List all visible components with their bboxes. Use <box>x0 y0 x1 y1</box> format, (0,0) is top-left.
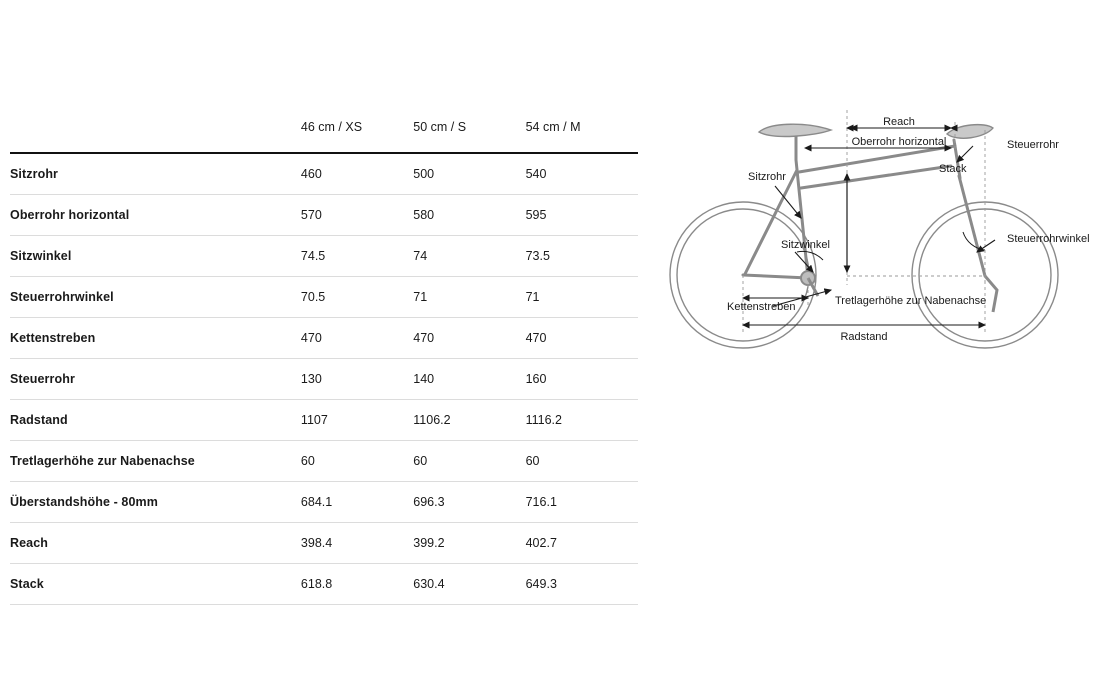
handlebar-icon <box>947 125 993 139</box>
cell-m: 60 <box>525 454 540 468</box>
row-label: Oberrohr horizontal <box>10 208 130 222</box>
label-reach: Reach <box>883 116 915 128</box>
label-tretlagerhoehe: Tretlagerhöhe zur Nabenachse <box>835 295 987 307</box>
cell-xs: 74.5 <box>300 249 326 263</box>
cell-m: 73.5 <box>525 249 550 263</box>
row-label: Radstand <box>10 413 68 427</box>
bike-geometry-diagram <box>655 100 1115 375</box>
cell-s: 470 <box>413 331 435 345</box>
table-row <box>10 318 638 359</box>
table-row <box>10 359 638 400</box>
cell-xs: 130 <box>300 372 322 386</box>
label-radstand: Radstand <box>840 331 888 343</box>
table-body <box>10 153 638 605</box>
table-row <box>10 153 638 195</box>
cell-m: 716.1 <box>525 495 557 509</box>
table-row <box>10 441 638 482</box>
geometry-table <box>10 108 638 605</box>
geometry-table-container <box>10 108 638 605</box>
column-header-size-s: 50 cm / S <box>413 120 467 134</box>
fork-lower-icon <box>985 276 997 312</box>
cell-s: 74 <box>413 249 428 263</box>
cell-m: 402.7 <box>525 536 557 550</box>
table-row <box>10 564 638 605</box>
label-steuerrohr: Steuerrohr <box>1007 139 1059 151</box>
column-header-size-m: 54 cm / M <box>525 120 581 134</box>
frame-outline-icon <box>743 140 985 285</box>
label-kettenstreben: Kettenstreben <box>727 301 796 313</box>
cell-s: 500 <box>413 167 435 181</box>
label-oberrohr-horizontal: Oberrohr horizontal <box>851 136 947 148</box>
cell-xs: 618.8 <box>300 577 333 591</box>
cell-xs: 460 <box>300 167 322 181</box>
cell-s: 71 <box>413 290 428 304</box>
cell-s: 399.2 <box>413 536 445 550</box>
table-row <box>10 236 638 277</box>
cell-s: 60 <box>413 454 428 468</box>
cell-xs: 1107 <box>300 413 328 427</box>
seatangle-leader <box>795 252 813 272</box>
label-stack: Stack <box>939 163 967 175</box>
row-label: Steuerrohr <box>10 372 75 386</box>
headangle-leader <box>977 240 995 252</box>
row-label: Kettenstreben <box>10 331 96 345</box>
cell-xs: 684.1 <box>300 495 333 509</box>
table-row <box>10 195 638 236</box>
table-row <box>10 482 638 523</box>
row-label: Sitzrohr <box>10 167 59 181</box>
cell-xs: 570 <box>300 208 322 222</box>
label-steuerrohrwinkel: Steuerrohrwinkel <box>1007 233 1090 245</box>
row-label: Sitzwinkel <box>10 249 72 263</box>
row-label: Stack <box>10 577 44 591</box>
label-sitzrohr: Sitzrohr <box>748 171 786 183</box>
cell-s: 630.4 <box>413 577 445 591</box>
column-header-size-xs: 46 cm / XS <box>300 120 363 134</box>
label-sitzwinkel: Sitzwinkel <box>781 239 830 251</box>
cell-s: 696.3 <box>413 495 445 509</box>
cell-m: 540 <box>525 167 547 181</box>
cell-xs: 60 <box>300 454 315 468</box>
cell-s: 1106.2 <box>413 413 451 427</box>
table-row <box>10 400 638 441</box>
cell-xs: 70.5 <box>300 290 326 304</box>
cell-s: 580 <box>413 208 435 222</box>
cell-s: 140 <box>413 372 435 386</box>
row-label: Überstandshöhe - 80mm <box>10 495 158 509</box>
cell-m: 470 <box>525 331 547 345</box>
headtube-leader <box>957 146 973 162</box>
cell-m: 595 <box>525 208 547 222</box>
table-row <box>10 277 638 318</box>
table-header-row <box>10 108 638 153</box>
column-header-measure <box>10 108 301 153</box>
saddle-icon <box>759 124 831 136</box>
cell-m: 160 <box>525 372 547 386</box>
cell-m: 649.3 <box>525 577 557 591</box>
table-row <box>10 523 638 564</box>
row-label: Steuerrohrwinkel <box>10 290 114 304</box>
row-label: Reach <box>10 536 49 550</box>
cell-xs: 398.4 <box>300 536 333 550</box>
cell-m: 1116.2 <box>525 413 562 427</box>
cell-m: 71 <box>525 290 540 304</box>
cell-xs: 470 <box>300 331 322 345</box>
table-header <box>10 108 638 153</box>
row-label: Tretlagerhöhe zur Nabenachse <box>10 454 195 468</box>
